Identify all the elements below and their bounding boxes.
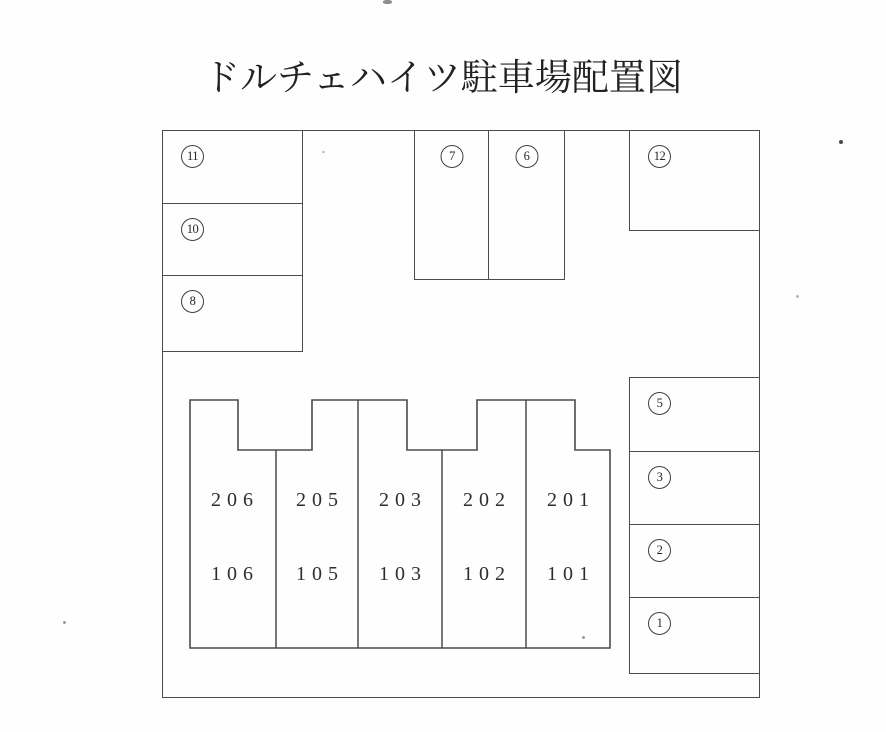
unit-label-101: 101: [547, 563, 595, 585]
circled-number-8: 8: [181, 290, 204, 313]
circled-number-10: 10: [181, 218, 204, 241]
unit-label-202: 202: [463, 489, 511, 511]
unit-label-102: 102: [463, 563, 511, 585]
circled-number-11: 11: [181, 145, 204, 168]
scan-speck: [383, 0, 392, 4]
scan-speck: [582, 636, 585, 639]
circled-number-2: 2: [648, 539, 671, 562]
unit-label-105: 105: [296, 563, 344, 585]
unit-label-203: 203: [379, 489, 427, 511]
scan-speck: [796, 295, 799, 298]
circled-number-1: 1: [648, 612, 671, 635]
scan-speck: [63, 621, 66, 624]
unit-label-106: 106: [211, 563, 259, 585]
circled-number-7: 7: [441, 145, 464, 168]
circled-number-6: 6: [515, 145, 538, 168]
scan-speck: [839, 140, 843, 144]
circled-number-12: 12: [648, 145, 671, 168]
unit-label-201: 201: [547, 489, 595, 511]
circled-number-5: 5: [648, 392, 671, 415]
unit-label-205: 205: [296, 489, 344, 511]
unit-label-103: 103: [379, 563, 427, 585]
circled-number-3: 3: [648, 466, 671, 489]
unit-label-206: 206: [211, 489, 259, 511]
scan-speck: [322, 151, 325, 153]
page-title: ドルチェハイツ駐車場配置図: [203, 58, 683, 99]
